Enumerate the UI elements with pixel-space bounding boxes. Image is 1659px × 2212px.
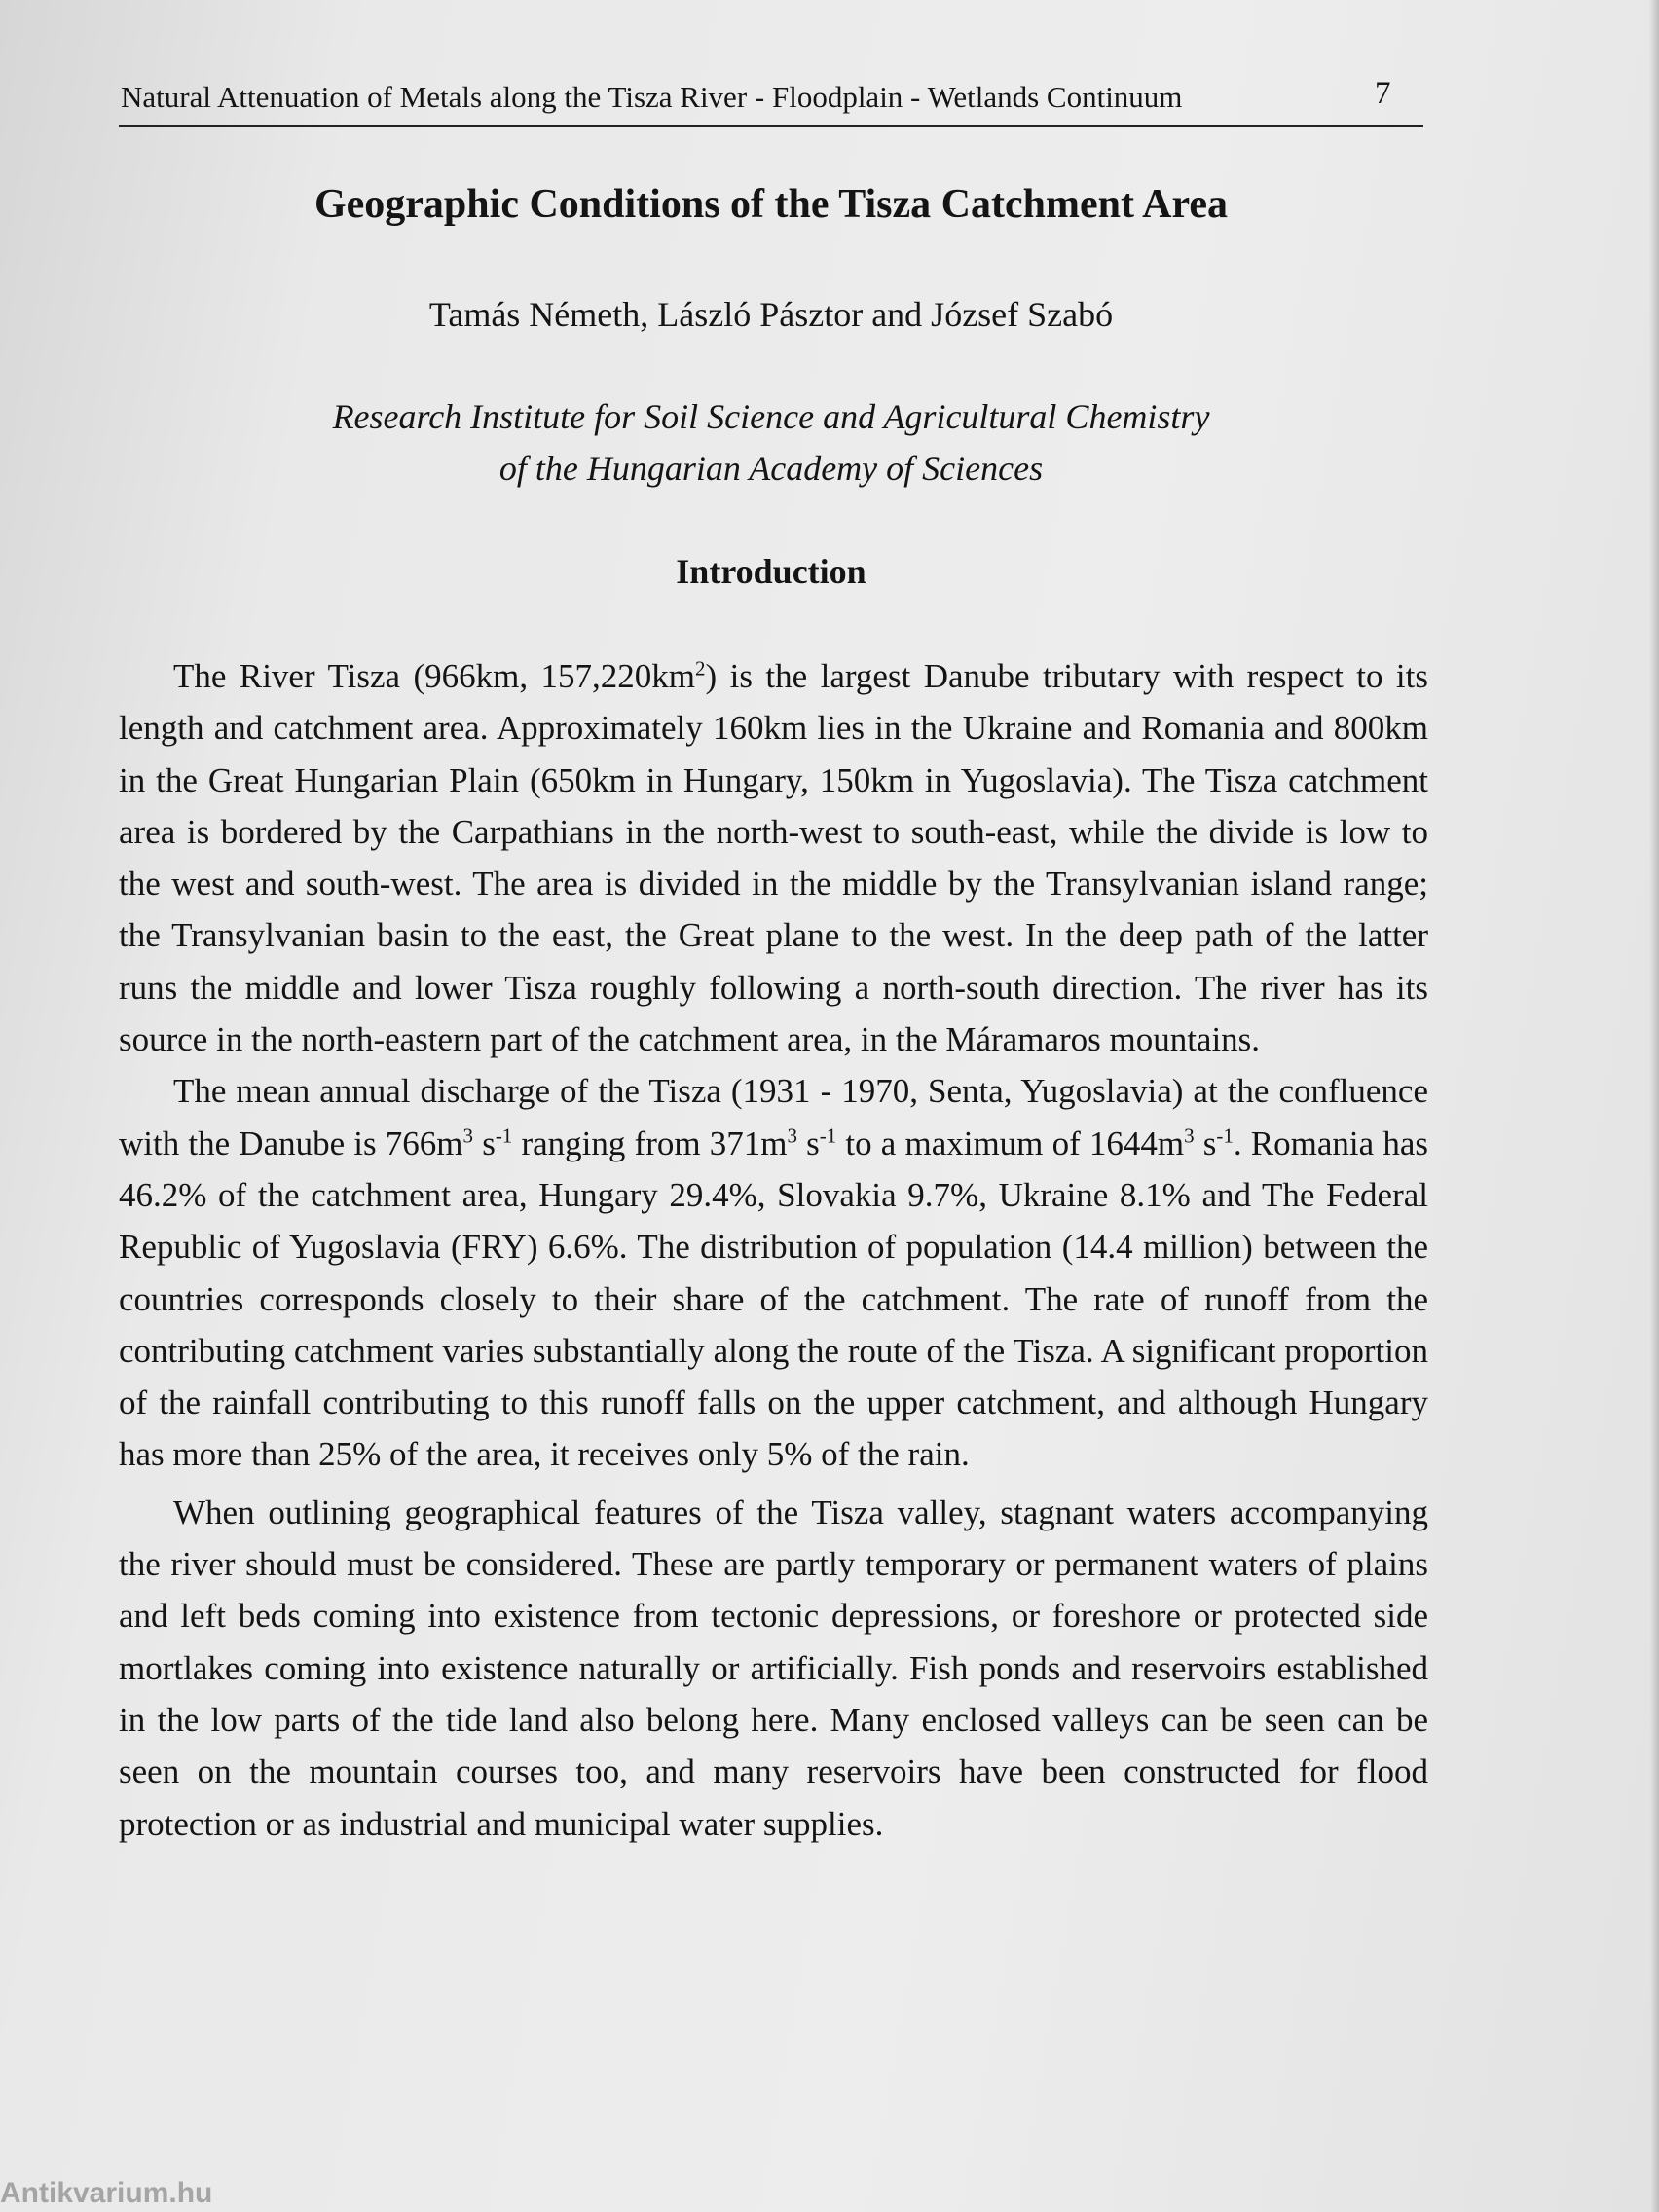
paragraph-2-text-d: s [796, 1124, 820, 1162]
body-text [119, 650, 1428, 1850]
paragraph-1 [119, 650, 1428, 1065]
paragraph-1-text-b: ) is the largest Danube tributary with respect to its length and catchment area. Approximately 160km lies in the Ukraine and Romania and 800km in the Great Hungarian Plain (650km in Hungary, 150km in Yugoslavia). The Tisza catchment area is bordered by the Carpathians in the north-west to south-east, while the divide is low to the west and south-west. The area is divided in the middle by the Transylvanian island range; the Transylvanian basin to the east, the Great plane to the west. In the deep path of the latter runs the middle and lower Tisza roughly following a north-south direction. The river has its source in the north-eastern part of the catchment area, in the Máramaros mountains. [119, 657, 1428, 1059]
superscript: 3 [1184, 1124, 1195, 1148]
author-affiliation [119, 391, 1423, 495]
paragraph-2-text-a: The mean annual discharge of the Tisza (1931 - 1970, Senta, Yugoslavia) at the confluence with the Danube is 766m [119, 1072, 1428, 1162]
superscript: -1 [1216, 1124, 1234, 1148]
running-header [119, 72, 1423, 127]
page-edge-shadow [1649, 0, 1659, 2212]
paragraph-2-text-c: ranging from 371m [512, 1124, 788, 1162]
paragraph-2-text-g: . Romania has 46.2% of the catchment area, Hungary 29.4%, Slovakia 9.7%, Ukraine 8.1% and The Federal Republic of Yugoslavia (FRY) 6.6%. The distribution of population (14.4 million) between the countries corresponds closely to their share of the catchment. The rate of runoff from the contributing catchment varies substantially along the route of the Tisza. A significant proportion of the rainfall contributing to this runoff falls on the upper catchment, and although Hungary has more than 25% of the area, it receives only 5% of the rain. [119, 1124, 1428, 1474]
paragraph-2 [119, 1065, 1428, 1480]
superscript: 3 [462, 1124, 474, 1148]
affiliation-line-1: Research Institute for Soil Science and Agricultural Chemistry [332, 397, 1210, 436]
paragraph-2-text-e: to a maximum of 1644m [836, 1124, 1185, 1162]
paragraph-3: When outlining geographical features of the Tisza valley, stagnant waters accompanying the river should must be considered. These are partly temporary or permanent waters of plains and left beds coming into existence from tectonic depressions, or foreshore or protected side mortlakes coming into existence naturally or artificially. Fish ponds and reservoirs established in the low parts of the tide land also belong here. Many enclosed valleys can be seen can be seen on the mountain courses too, and many reservoirs have been constructed for flood protection or as industrial and municipal water supplies. [119, 1493, 1428, 1843]
paragraph-2-text-f: s [1194, 1124, 1217, 1162]
affiliation-line-2: of the Hungarian Academy of Sciences [498, 449, 1044, 488]
article-authors: Tamás Németh, László Pásztor and József Szabó [428, 295, 1114, 334]
superscript: 3 [787, 1124, 797, 1148]
page-number: 7 [1375, 76, 1391, 111]
paragraph-2-text-b: s [473, 1124, 496, 1162]
running-title: Natural Attenuation of Metals along the Tisza River - Floodplain - Wetlands Continuum [121, 80, 1183, 114]
article-title: Geographic Conditions of the Tisza Catchment Area [313, 182, 1228, 227]
superscript: -1 [819, 1124, 837, 1148]
superscript: 2 [695, 656, 706, 681]
paragraph-1-text-a: The River Tisza (966km, 157,220km [173, 657, 696, 695]
section-heading-introduction: Introduction [676, 552, 866, 591]
superscript: -1 [495, 1124, 513, 1148]
watermark: Antikvarium.hu [0, 2177, 213, 2209]
